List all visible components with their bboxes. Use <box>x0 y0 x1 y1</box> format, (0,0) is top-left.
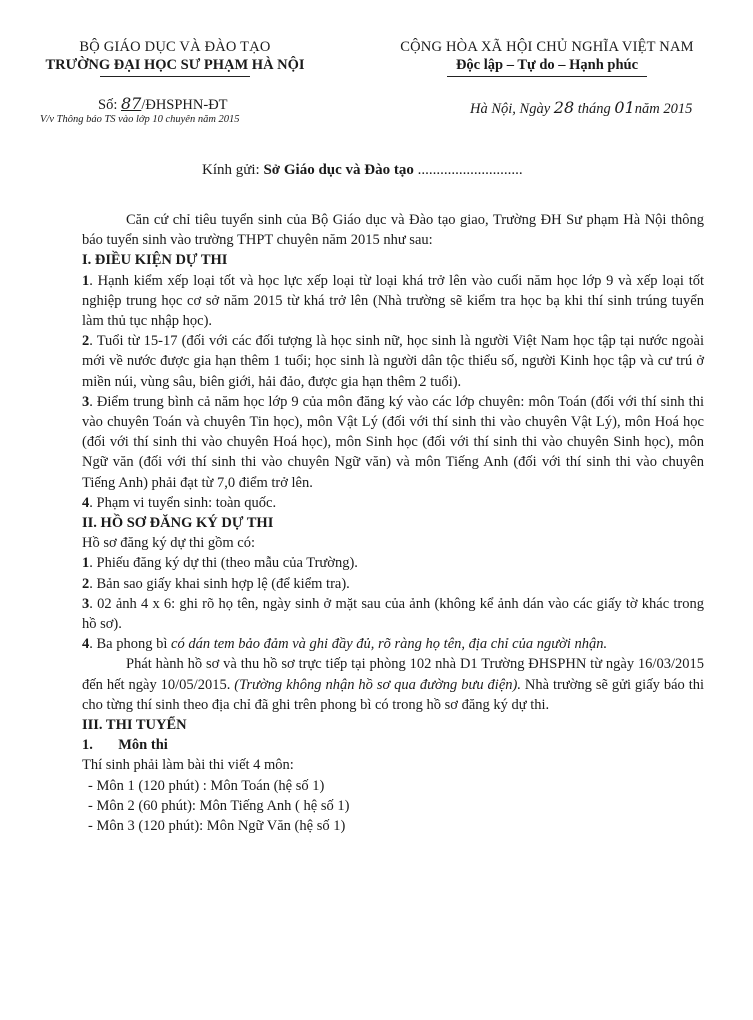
month-handwritten: 01 <box>614 98 635 117</box>
intro-paragraph: Căn cứ chỉ tiêu tuyển sinh của Bộ Giáo dục và Đào tạo giao, Trường ĐH Sư phạm Hà Nội thông báo tuyển sinh vào trường THPT chuyên năm 2015 như sau: <box>82 212 704 249</box>
exam-subject-item: - Môn 3 (120 phút): Môn Ngữ Văn (hệ số 1) <box>88 818 346 835</box>
section-2-item: 3. 02 ảnh 4 x 6: ghi rõ họ tên, ngày sinh ở mặt sau của ảnh (không kể ảnh dán vào các giấy tờ khác trong hồ sơ). <box>82 595 704 633</box>
section-3-subtitle: 1. Môn thi <box>82 737 168 754</box>
so-number-handwritten: 87 <box>120 94 142 113</box>
salutation <box>202 162 523 179</box>
section-1-item: 1. Hạnh kiểm xếp loại tốt và học lực xếp loại từ loại khá trở lên vào cuối năm học lớp 9 và xếp loại tốt nghiệp trung học cơ sở năm 2015 từ khá trở lên (Nhà trường sẽ kiểm tra học bạ khi thí sinh trúng tuyển làm thủ tục nhập học). <box>82 272 704 330</box>
section-2-lead: Hồ sơ đăng ký dự thi gồm có: <box>82 535 256 552</box>
so-suffix: /ĐHSPHN-ĐT <box>141 97 228 113</box>
salutation-recipient: Sở Giáo dục và Đào tạo <box>263 162 414 178</box>
month-label: tháng <box>577 101 611 117</box>
salutation-prefix: Kính gửi: <box>202 162 260 178</box>
section-1-title: I. ĐIỀU KIỆN DỰ THI <box>82 252 228 269</box>
day-handwritten: 28 <box>553 98 575 117</box>
section-2-item: 4. Ba phong bì có dán tem bảo đảm và ghi đầy đủ, rõ ràng họ tên, địa chỉ của người nhận. <box>82 636 608 653</box>
header-underline <box>100 76 250 77</box>
document-number <box>98 94 228 114</box>
salutation-dots: ............................ <box>417 162 523 178</box>
issue-date <box>470 98 692 118</box>
country-name: CỘNG HÒA XÃ HỘI CHỦ NGHĨA VIỆT NAM <box>400 39 694 55</box>
section-3-title: III. THI TUYỂN <box>82 717 187 734</box>
section-2-item: 1. Phiếu đăng ký dự thi (theo mẫu của Trường). <box>82 555 358 572</box>
section-1-item: 4. Phạm vi tuyển sinh: toàn quốc. <box>82 494 277 511</box>
year-label: năm 2015 <box>634 101 693 117</box>
document-body <box>82 210 704 836</box>
section-2-item: 2. Bản sao giấy khai sinh hợp lệ (để kiểm tra). <box>82 575 350 592</box>
section-2-title: II. HỒ SƠ ĐĂNG KÝ DỰ THI <box>82 515 274 532</box>
ministry-name: BỘ GIÁO DỤC VÀ ĐÀO TẠO <box>79 39 271 55</box>
section-1-item: 3. Điểm trung bình cả năm học lớp 9 của môn đăng ký vào các lớp chuyên: môn Toán (đối với thí sinh thi vào chuyên Toán và chuyên Tin học), môn Vật Lý (đối với thí sinh thi vào chuyên Vật Lý), môn Hoá học (đối với thí sinh thi vào chuyên Hoá học), môn Sinh học (đối với thí sinh thi vào chuyên Sinh học), môn Ngữ văn (đối với thí sinh thi vào chuyên Ngữ văn) và môn Tiếng Anh (đối với thí sinh thi vào chuyên Tiếng Anh) phải đạt từ 7,0 điểm trở lên. <box>82 393 704 491</box>
issuer-header <box>40 38 310 77</box>
document-subject: V/v Thông báo TS vào lớp 10 chuyên năm 2015 <box>40 114 240 125</box>
submission-paragraph: Phát hành hồ sơ và thu hồ sơ trực tiếp tại phòng 102 nhà D1 Trường ĐHSPHN từ ngày 16/03/2015 đến hết ngày 10/05/2015. (Trường không nhận hồ sơ qua đường bưu điện). Nhà trường sẽ gửi giấy báo thi cho từng thí sinh theo địa chỉ đã ghi trên phong bì có trong hồ sơ đăng ký dự thi. <box>82 656 704 713</box>
section-3-lead: Thí sinh phải làm bài thi viết 4 môn: <box>82 757 294 774</box>
date-prefix: Hà Nội, Ngày <box>470 101 551 117</box>
exam-subject-item: - Môn 1 (120 phút) : Môn Toán (hệ số 1) <box>88 777 325 794</box>
exam-subject-item: - Môn 2 (60 phút): Môn Tiếng Anh ( hệ số 1) <box>88 797 350 814</box>
so-label: Số: <box>98 97 118 113</box>
national-motto: Độc lập – Tự do – Hạnh phúc <box>455 57 639 73</box>
national-header <box>372 38 722 77</box>
university-name: TRƯỜNG ĐẠI HỌC SƯ PHẠM HÀ NỘI <box>45 57 305 73</box>
section-1-item: 2. Tuổi từ 15-17 (đối với các đối tượng là học sinh nữ, học sinh là người Việt Nam học tập tại nước ngoài mới về nước được gia hạn thêm 1 tuổi; học sinh là người dân tộc thiểu số, người Kinh học tập và cư trú ở miền núi, vùng sâu, biên giới, hải đảo, được gia hạn thêm 2 tuổi). <box>82 333 704 390</box>
motto-underline <box>447 76 647 77</box>
